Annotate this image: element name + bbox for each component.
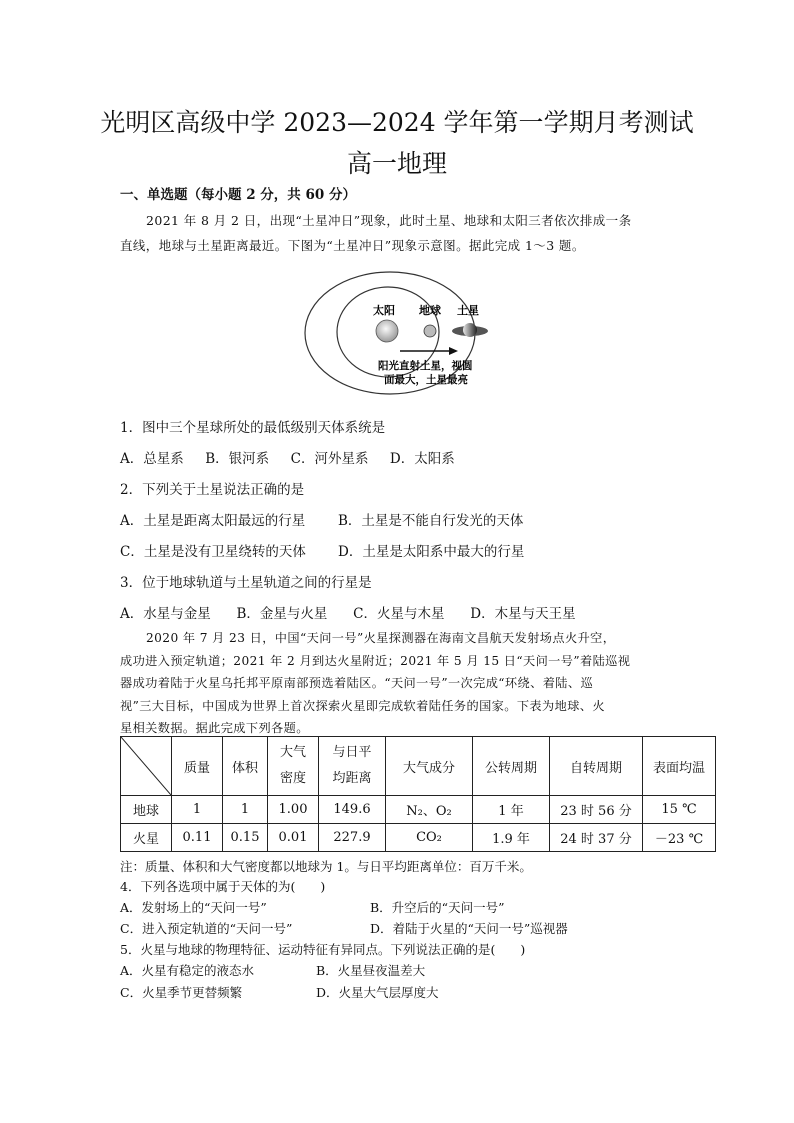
passage-2	[120, 627, 680, 740]
question-options	[120, 602, 576, 622]
table-row	[121, 824, 716, 852]
question-options	[120, 447, 455, 467]
option[interactable]: C．河外星系	[290, 451, 369, 467]
table-cell: －23 ℃	[643, 824, 716, 852]
table-header	[268, 737, 319, 796]
passage-1	[120, 208, 680, 258]
table-cell: 1	[172, 796, 223, 824]
earth-label: 地球	[419, 304, 441, 317]
sun-label: 太阳	[373, 304, 395, 317]
table-header-line: 大气	[279, 745, 306, 760]
diagonal-header-cell	[121, 737, 172, 796]
saturn-label: 土星	[457, 304, 479, 317]
earth-icon	[424, 325, 436, 337]
option[interactable]: C．土星是没有卫星绕转的天体	[120, 544, 306, 560]
table-cell: 24 时 37 分	[550, 824, 643, 852]
table-header: 表面均温	[643, 737, 716, 796]
option[interactable]: B．火星昼夜温差大	[316, 963, 426, 978]
table-header: 公转周期	[473, 737, 550, 796]
page-subtitle: 高一地理	[346, 149, 447, 178]
diagonal-line	[121, 737, 171, 795]
arrow-head-icon	[449, 347, 458, 355]
passage-2-line: 视”三大目标，中国成为世界上首次探索火星即完成软着陆任务的国家。下表为地球、火	[120, 698, 605, 713]
option[interactable]: A．水星与金星	[120, 606, 211, 622]
table-cell: 23 时 56 分	[550, 796, 643, 824]
table-cell: 0.01	[268, 824, 319, 852]
option[interactable]: C．火星季节更替频繁	[120, 985, 243, 1000]
passage-2-line: 成功进入预定轨道；2021 年 2 月到达火星附近；2021 年 5 月 15 日“天问一号”着陆巡视	[120, 653, 631, 668]
option[interactable]: D．火星大气层厚度大	[316, 985, 439, 1000]
table-header: 自转周期	[550, 737, 643, 796]
table-cell: 15 ℃	[643, 796, 716, 824]
option[interactable]: B．土星是不能自行发光的天体	[338, 513, 524, 529]
passage-2-line: 2020 年 7 月 23 日，中国“天问一号”火星探测器在海南文昌航天发射场点火升空，	[146, 631, 616, 645]
option[interactable]: D．太阳系	[389, 451, 455, 467]
table-cell: CO₂	[386, 824, 473, 852]
option[interactable]: A．火星有稳定的液态水	[120, 963, 255, 978]
table-cell: 地球	[121, 796, 172, 824]
question-stem: 1．图中三个星球所处的最低级别天体系统是	[120, 420, 386, 436]
table-cell: N₂、O₂	[386, 796, 473, 824]
table-header-row	[121, 737, 716, 796]
planet-data-table	[120, 736, 716, 852]
table-cell: 火星	[121, 824, 172, 852]
sun-icon	[376, 320, 398, 342]
table-cell: 227.9	[319, 824, 386, 852]
option[interactable]: C．进入预定轨道的“天问一号”	[120, 921, 293, 936]
diagram-caption: 阳光直射土星，视圆	[378, 360, 473, 372]
question-stem: 5．火星与地球的物理特征、运动特征有异同点。下列说法正确的是( )	[120, 942, 526, 957]
table-cell: 1 年	[473, 796, 550, 824]
table-cell: 1.00	[268, 796, 319, 824]
page-title: 光明区高级中学 2023—2024 学年第一学期月考测试	[100, 108, 694, 137]
table-header	[319, 737, 386, 796]
table-header-line: 均距离	[332, 771, 372, 786]
table-cell: 0.15	[223, 824, 268, 852]
saturn-opposition-diagram	[300, 268, 496, 402]
option[interactable]: B．金星与火星	[236, 606, 328, 622]
passage-1-line: 2021 年 8 月 2 日，出现“土星冲日”现象，此时土星、地球和太阳三者依次排成一条	[146, 213, 632, 228]
table-header: 大气成分	[386, 737, 473, 796]
table-header: 质量	[172, 737, 223, 796]
table-cell: 1.9 年	[473, 824, 550, 852]
option[interactable]: C．火星与木星	[353, 606, 445, 622]
table-header-line: 密度	[279, 771, 306, 786]
option[interactable]: A．土星是距离太阳最远的行星	[120, 513, 306, 529]
table-cell: 149.6	[319, 796, 386, 824]
option[interactable]: D．着陆于火星的“天问一号”巡视器	[370, 921, 568, 936]
table-header-line: 与日平	[332, 745, 372, 760]
table-row	[121, 796, 716, 824]
option[interactable]: D．木星与天王星	[470, 606, 576, 622]
section-heading: 一、单选题（每小题 2 分，共 60 分）	[120, 187, 356, 203]
table-header: 体积	[223, 737, 268, 796]
saturn-icon	[463, 323, 477, 337]
option[interactable]: A．发射场上的“天问一号”	[120, 900, 267, 915]
passage-1-line: 直线，地球与土星距离最近。下图为“土星冲日”现象示意图。据此完成 1～3 题。	[120, 238, 585, 253]
table-note: 注：质量、体积和大气密度都以地球为 1。与日平均距离单位：百万千米。	[120, 859, 532, 874]
option[interactable]: B．银河系	[205, 451, 270, 467]
option[interactable]: D．土星是太阳系中最大的行星	[338, 544, 525, 560]
table-cell: 1	[223, 796, 268, 824]
option[interactable]: A．总星系	[120, 451, 184, 467]
question-stem: 2．下列关于土星说法正确的是	[120, 482, 305, 498]
option[interactable]: B．升空后的“天问一号”	[370, 900, 505, 915]
passage-2-line: 星相关数据。据此完成下列各题。	[120, 721, 309, 735]
question-stem: 4．下列各选项中属于天体的为( )	[120, 879, 326, 894]
question-stem: 3．位于地球轨道与土星轨道之间的行星是	[120, 575, 372, 591]
passage-2-line: 器成功着陆于火星乌托邦平原南部预选着陆区。“天问一号”一次完成“环绕、着陆、巡	[120, 676, 594, 690]
table-cell: 0.11	[172, 824, 223, 852]
diagram-caption: 面最大，土星最亮	[384, 374, 468, 386]
